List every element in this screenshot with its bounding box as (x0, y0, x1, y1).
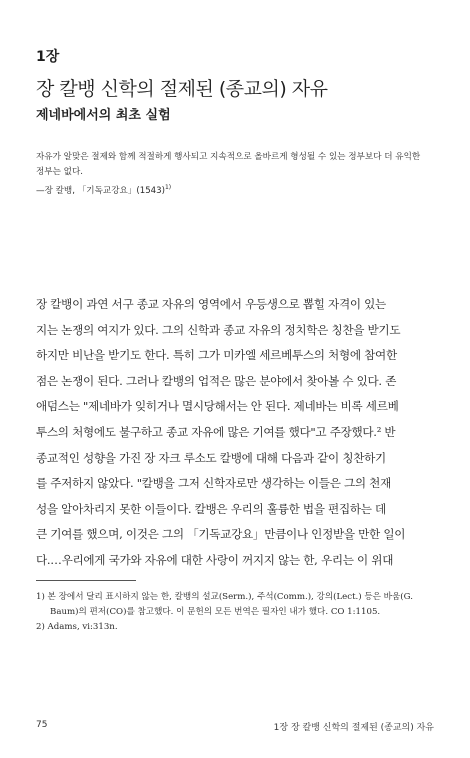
epigraph-attribution: —장 칼뱅, 「기독교강요」(1543) (36, 185, 165, 196)
running-head: 1장 장 칼뱅 신학의 절제된 (종교의) 자유 (273, 723, 434, 733)
footnote-line: Baum)의 편저(CO)를 참고했다. 이 문헌의 모든 번역은 필자인 내가 했다. CO 1:1105. (50, 607, 381, 617)
body-line: 장 칼뱅이 과연 서구 종교 자유의 영역에서 우등생으로 뽑힐 자격이 있는 (36, 297, 386, 311)
epigraph-line-2: 정부는 없다. (36, 167, 83, 177)
footnote-line: 2) Adams, vi:313n. (36, 622, 118, 632)
body-line: 하지만 비난을 받기도 한다. 특히 그가 미카엘 세르베투스의 처형에 참여한 (36, 348, 397, 363)
body-line: 다.…우리에게 국가와 자유에 대한 사랑이 꺼지지 않는 한, 우리는 이 위대 (36, 552, 394, 567)
body-line: 큰 기여를 했으며, 이것은 그의 「기독교강요」만큼이나 인정받을 만한 일이 (36, 527, 406, 542)
page-number: 75 (36, 720, 48, 730)
body-line: 성을 알아차리지 못한 이들이다. 칼뱅은 우리의 훌륭한 법을 편집하는 데 (36, 501, 386, 516)
epigraph-line-1: 자유가 알맞은 절제와 함께 적절하게 행사되고 지속적으로 올바르게 형성될 수 있는 정부보다 더 유익한 (36, 152, 421, 162)
body-line: 지는 논쟁의 여지가 있다. 그의 신학과 종교 자유의 정치학은 칭찬을 받기도 (36, 322, 401, 337)
body-line: 점은 논쟁이 된다. 그러나 칼뱅의 업적은 많은 분야에서 찾아볼 수 있다. 존 (36, 373, 397, 388)
body-line: 를 주저하지 않았다. "칼뱅을 그저 신학자로만 생각하는 이들은 그의 천재 (36, 476, 391, 491)
epigraph-attribution-line (36, 180, 436, 199)
chapter-subtitle: 제네바에서의 최초 실험 (36, 108, 171, 123)
footnote-divider (36, 580, 136, 581)
body-line: 애덤스는 "제네바가 잊히거나 멸시당해서는 안 된다. 제네바는 비록 세르베 (36, 399, 399, 414)
chapter-number: 1장 (36, 49, 60, 65)
footnotes (36, 590, 434, 635)
footnote-line: 1) 본 장에서 달리 표시하지 않는 한, 칼뱅의 설교(Serm.), 주석(Comm.), 강의(Lect.) 등은 바움(G. (36, 592, 413, 602)
chapter-title: 장 칼뱅 신학의 절제된 (종교의) 자유 (36, 78, 328, 100)
body-line: 종교적인 성향을 가진 장 자크 루소도 칼뱅에 대해 다음과 같이 칭찬하기 (36, 450, 386, 465)
epigraph-note-ref: 1) (164, 184, 172, 191)
epigraph (36, 150, 436, 199)
body-line: 투스의 처형에도 불구하고 종교 자유에 많은 기여를 했다"고 주장했다.² 반 (36, 424, 396, 439)
body-text (36, 292, 434, 574)
